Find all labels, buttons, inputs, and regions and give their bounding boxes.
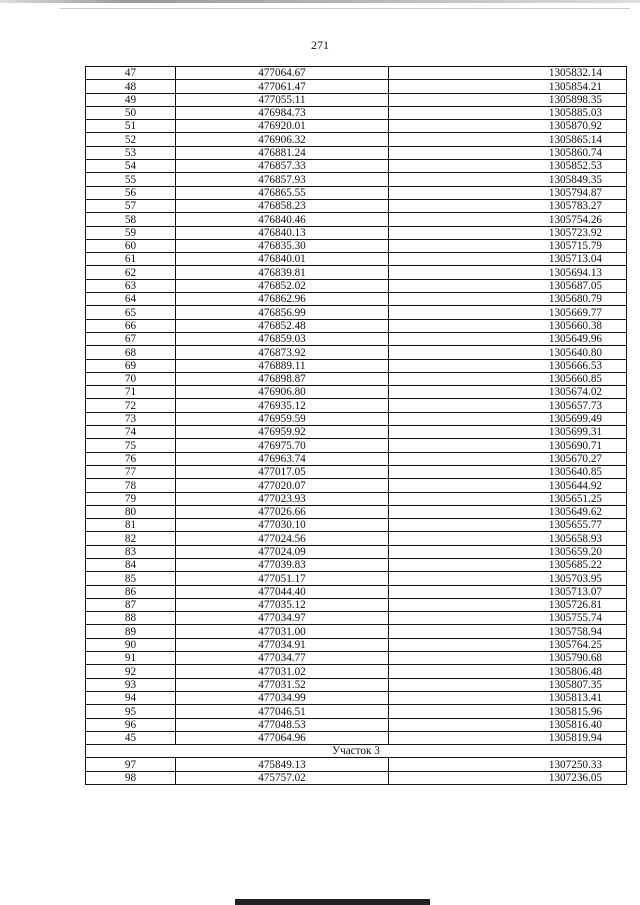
- point-number-cell: 63: [86, 279, 176, 292]
- table-row: [86, 598, 627, 611]
- x-coordinate-cell: 476889.11: [176, 359, 389, 372]
- table-row: [86, 160, 627, 173]
- y-coordinate-cell: 1305687.05: [389, 279, 627, 292]
- y-coordinate-cell: 1305640.85: [389, 465, 627, 478]
- table-row: [86, 93, 627, 106]
- table-row: [86, 678, 627, 691]
- x-coordinate-cell: 476898.87: [176, 372, 389, 385]
- y-coordinate-cell: 1305898.35: [389, 93, 627, 106]
- point-number-cell: 98: [86, 771, 176, 784]
- y-coordinate-cell: 1305726.81: [389, 598, 627, 611]
- point-number-cell: 55: [86, 173, 176, 186]
- table-row: [86, 652, 627, 665]
- point-number-cell: 58: [86, 213, 176, 226]
- x-coordinate-cell: 477051.17: [176, 572, 389, 585]
- point-number-cell: 65: [86, 306, 176, 319]
- y-coordinate-cell: 1305854.21: [389, 80, 627, 93]
- x-coordinate-cell: 476839.81: [176, 266, 389, 279]
- table-row: [86, 226, 627, 239]
- x-coordinate-cell: 476920.01: [176, 120, 389, 133]
- x-coordinate-cell: 476881.24: [176, 146, 389, 159]
- table-row: [86, 479, 627, 492]
- table-row: [86, 439, 627, 452]
- point-number-cell: 93: [86, 678, 176, 691]
- x-coordinate-cell: 476856.99: [176, 306, 389, 319]
- table-row: [86, 771, 627, 784]
- point-number-cell: 89: [86, 625, 176, 638]
- y-coordinate-cell: 1305755.74: [389, 612, 627, 625]
- y-coordinate-cell: 1305816.40: [389, 718, 627, 731]
- point-number-cell: 75: [86, 439, 176, 452]
- y-coordinate-cell: 1305670.27: [389, 452, 627, 465]
- point-number-cell: 88: [86, 612, 176, 625]
- y-coordinate-cell: 1305715.79: [389, 239, 627, 252]
- x-coordinate-cell: 477030.10: [176, 519, 389, 532]
- table-row: [86, 80, 627, 93]
- x-coordinate-cell: 477034.99: [176, 691, 389, 704]
- x-coordinate-cell: 477039.83: [176, 558, 389, 571]
- x-coordinate-cell: 477034.77: [176, 652, 389, 665]
- point-number-cell: 78: [86, 479, 176, 492]
- point-number-cell: 57: [86, 199, 176, 212]
- x-coordinate-cell: 477024.09: [176, 545, 389, 558]
- y-coordinate-cell: 1305699.31: [389, 426, 627, 439]
- x-coordinate-cell: 476859.03: [176, 332, 389, 345]
- coordinates-table-body: [86, 67, 627, 745]
- section-rows-body: [86, 758, 627, 785]
- point-number-cell: 61: [86, 253, 176, 266]
- x-coordinate-cell: 476840.46: [176, 213, 389, 226]
- x-coordinate-cell: 476959.92: [176, 426, 389, 439]
- x-coordinate-cell: 476840.13: [176, 226, 389, 239]
- x-coordinate-cell: 477055.11: [176, 93, 389, 106]
- point-number-cell: 91: [86, 652, 176, 665]
- point-number-cell: 81: [86, 519, 176, 532]
- table-row: [86, 426, 627, 439]
- table-row: [86, 372, 627, 385]
- y-coordinate-cell: 1305669.77: [389, 306, 627, 319]
- table-row: [86, 332, 627, 345]
- y-coordinate-cell: 1305865.14: [389, 133, 627, 146]
- point-number-cell: 51: [86, 120, 176, 133]
- y-coordinate-cell: 1307236.05: [389, 771, 627, 784]
- point-number-cell: 54: [86, 160, 176, 173]
- coordinates-table: [85, 66, 627, 785]
- table-row: [86, 572, 627, 585]
- point-number-cell: 74: [86, 426, 176, 439]
- y-coordinate-cell: 1305674.02: [389, 386, 627, 399]
- y-coordinate-cell: 1305659.20: [389, 545, 627, 558]
- y-coordinate-cell: 1305806.48: [389, 665, 627, 678]
- table-row: [86, 558, 627, 571]
- table-row: [86, 239, 627, 252]
- x-coordinate-cell: 477034.91: [176, 638, 389, 651]
- table-row: [86, 346, 627, 359]
- point-number-cell: 82: [86, 532, 176, 545]
- scan-top-line: [60, 8, 630, 9]
- point-number-cell: 92: [86, 665, 176, 678]
- y-coordinate-cell: 1305658.93: [389, 532, 627, 545]
- point-number-cell: 97: [86, 758, 176, 771]
- y-coordinate-cell: 1305849.35: [389, 173, 627, 186]
- table-row: [86, 585, 627, 598]
- point-number-cell: 59: [86, 226, 176, 239]
- y-coordinate-cell: 1305819.94: [389, 731, 627, 744]
- x-coordinate-cell: 477044.40: [176, 585, 389, 598]
- y-coordinate-cell: 1305649.62: [389, 505, 627, 518]
- scan-bottom-bar: [235, 899, 430, 905]
- y-coordinate-cell: 1305666.53: [389, 359, 627, 372]
- x-coordinate-cell: 476840.01: [176, 253, 389, 266]
- y-coordinate-cell: 1305832.14: [389, 67, 627, 80]
- x-coordinate-cell: 477031.02: [176, 665, 389, 678]
- table-row: [86, 399, 627, 412]
- y-coordinate-cell: 1305685.22: [389, 558, 627, 571]
- point-number-cell: 50: [86, 106, 176, 119]
- y-coordinate-cell: 1305703.95: [389, 572, 627, 585]
- point-number-cell: 86: [86, 585, 176, 598]
- point-number-cell: 48: [86, 80, 176, 93]
- x-coordinate-cell: 476984.73: [176, 106, 389, 119]
- y-coordinate-cell: 1305807.35: [389, 678, 627, 691]
- point-number-cell: 64: [86, 293, 176, 306]
- table-row: [86, 306, 627, 319]
- x-coordinate-cell: 477034.97: [176, 612, 389, 625]
- y-coordinate-cell: 1305680.79: [389, 293, 627, 306]
- x-coordinate-cell: 476963.74: [176, 452, 389, 465]
- y-coordinate-cell: 1305644.92: [389, 479, 627, 492]
- y-coordinate-cell: 1305723.92: [389, 226, 627, 239]
- x-coordinate-cell: 476857.93: [176, 173, 389, 186]
- table-row: [86, 146, 627, 159]
- scan-top-edge: [0, 0, 640, 3]
- table-row: [86, 253, 627, 266]
- y-coordinate-cell: 1305660.85: [389, 372, 627, 385]
- point-number-cell: 69: [86, 359, 176, 372]
- point-number-cell: 60: [86, 239, 176, 252]
- table-row: [86, 213, 627, 226]
- table-row: [86, 279, 627, 292]
- y-coordinate-cell: 1305640.80: [389, 346, 627, 359]
- x-coordinate-cell: 476975.70: [176, 439, 389, 452]
- x-coordinate-cell: 476935.12: [176, 399, 389, 412]
- y-coordinate-cell: 1307250.33: [389, 758, 627, 771]
- table-row: [86, 199, 627, 212]
- point-number-cell: 76: [86, 452, 176, 465]
- y-coordinate-cell: 1305852.53: [389, 160, 627, 173]
- table-row: [86, 173, 627, 186]
- table-row: [86, 386, 627, 399]
- y-coordinate-cell: 1305694.13: [389, 266, 627, 279]
- table-row: [86, 505, 627, 518]
- point-number-cell: 77: [86, 465, 176, 478]
- table-row: [86, 638, 627, 651]
- table-row: [86, 359, 627, 372]
- x-coordinate-cell: 476906.32: [176, 133, 389, 146]
- point-number-cell: 83: [86, 545, 176, 558]
- point-number-cell: 67: [86, 332, 176, 345]
- x-coordinate-cell: 476835.30: [176, 239, 389, 252]
- point-number-cell: 96: [86, 718, 176, 731]
- point-number-cell: 66: [86, 319, 176, 332]
- table-row: [86, 106, 627, 119]
- x-coordinate-cell: 476852.02: [176, 279, 389, 292]
- x-coordinate-cell: 476906.80: [176, 386, 389, 399]
- x-coordinate-cell: 476852.48: [176, 319, 389, 332]
- y-coordinate-cell: 1305754.26: [389, 213, 627, 226]
- table-row: [86, 665, 627, 678]
- x-coordinate-cell: 477023.93: [176, 492, 389, 505]
- point-number-cell: 49: [86, 93, 176, 106]
- y-coordinate-cell: 1305815.96: [389, 705, 627, 718]
- point-number-cell: 71: [86, 386, 176, 399]
- table-row: [86, 545, 627, 558]
- x-coordinate-cell: 476959.59: [176, 412, 389, 425]
- table-row: [86, 519, 627, 532]
- y-coordinate-cell: 1305794.87: [389, 186, 627, 199]
- section-header-row: [86, 745, 627, 758]
- point-number-cell: 47: [86, 67, 176, 80]
- table-row: [86, 293, 627, 306]
- x-coordinate-cell: 477020.07: [176, 479, 389, 492]
- x-coordinate-cell: 477064.96: [176, 731, 389, 744]
- x-coordinate-cell: 477026.66: [176, 505, 389, 518]
- x-coordinate-cell: 477061.47: [176, 80, 389, 93]
- y-coordinate-cell: 1305713.04: [389, 253, 627, 266]
- point-number-cell: 79: [86, 492, 176, 505]
- page-number: 271: [311, 38, 329, 52]
- x-coordinate-cell: 475849.13: [176, 758, 389, 771]
- point-number-cell: 45: [86, 731, 176, 744]
- y-coordinate-cell: 1305813.41: [389, 691, 627, 704]
- x-coordinate-cell: 476862.96: [176, 293, 389, 306]
- table-row: [86, 731, 627, 744]
- point-number-cell: 95: [86, 705, 176, 718]
- table-row: [86, 691, 627, 704]
- table-row: [86, 186, 627, 199]
- point-number-cell: 56: [86, 186, 176, 199]
- table-row: [86, 412, 627, 425]
- point-number-cell: 68: [86, 346, 176, 359]
- x-coordinate-cell: 477017.05: [176, 465, 389, 478]
- point-number-cell: 87: [86, 598, 176, 611]
- table-row: [86, 625, 627, 638]
- x-coordinate-cell: 476857.33: [176, 160, 389, 173]
- table-row: [86, 120, 627, 133]
- table-row: [86, 133, 627, 146]
- y-coordinate-cell: 1305660.38: [389, 319, 627, 332]
- y-coordinate-cell: 1305657.73: [389, 399, 627, 412]
- point-number-cell: 62: [86, 266, 176, 279]
- y-coordinate-cell: 1305713.07: [389, 585, 627, 598]
- x-coordinate-cell: 477064.67: [176, 67, 389, 80]
- table-row: [86, 465, 627, 478]
- point-number-cell: 53: [86, 146, 176, 159]
- x-coordinate-cell: 477048.53: [176, 718, 389, 731]
- y-coordinate-cell: 1305783.27: [389, 199, 627, 212]
- point-number-cell: 52: [86, 133, 176, 146]
- point-number-cell: 84: [86, 558, 176, 571]
- y-coordinate-cell: 1305699.49: [389, 412, 627, 425]
- point-number-cell: 94: [86, 691, 176, 704]
- point-number-cell: 73: [86, 412, 176, 425]
- table-row: [86, 492, 627, 505]
- section-label: Участок 3: [86, 745, 627, 758]
- x-coordinate-cell: 476865.55: [176, 186, 389, 199]
- y-coordinate-cell: 1305885.03: [389, 106, 627, 119]
- table-row: [86, 718, 627, 731]
- table-row: [86, 266, 627, 279]
- point-number-cell: 85: [86, 572, 176, 585]
- x-coordinate-cell: 477035.12: [176, 598, 389, 611]
- table-row: [86, 319, 627, 332]
- table-row: [86, 758, 627, 771]
- y-coordinate-cell: 1305690.71: [389, 439, 627, 452]
- table-row: [86, 532, 627, 545]
- table-row: [86, 452, 627, 465]
- section-header-body: [86, 745, 627, 758]
- x-coordinate-cell: 476858.23: [176, 199, 389, 212]
- point-number-cell: 90: [86, 638, 176, 651]
- table-row: [86, 612, 627, 625]
- x-coordinate-cell: 476873.92: [176, 346, 389, 359]
- table-row: [86, 705, 627, 718]
- x-coordinate-cell: 477024.56: [176, 532, 389, 545]
- y-coordinate-cell: 1305758.94: [389, 625, 627, 638]
- table-row: [86, 67, 627, 80]
- x-coordinate-cell: 477031.00: [176, 625, 389, 638]
- y-coordinate-cell: 1305790.68: [389, 652, 627, 665]
- x-coordinate-cell: 477031.52: [176, 678, 389, 691]
- point-number-cell: 70: [86, 372, 176, 385]
- x-coordinate-cell: 475757.02: [176, 771, 389, 784]
- point-number-cell: 80: [86, 505, 176, 518]
- point-number-cell: 72: [86, 399, 176, 412]
- y-coordinate-cell: 1305649.96: [389, 332, 627, 345]
- y-coordinate-cell: 1305651.25: [389, 492, 627, 505]
- y-coordinate-cell: 1305860.74: [389, 146, 627, 159]
- y-coordinate-cell: 1305655.77: [389, 519, 627, 532]
- y-coordinate-cell: 1305764.25: [389, 638, 627, 651]
- x-coordinate-cell: 477046.51: [176, 705, 389, 718]
- y-coordinate-cell: 1305870.92: [389, 120, 627, 133]
